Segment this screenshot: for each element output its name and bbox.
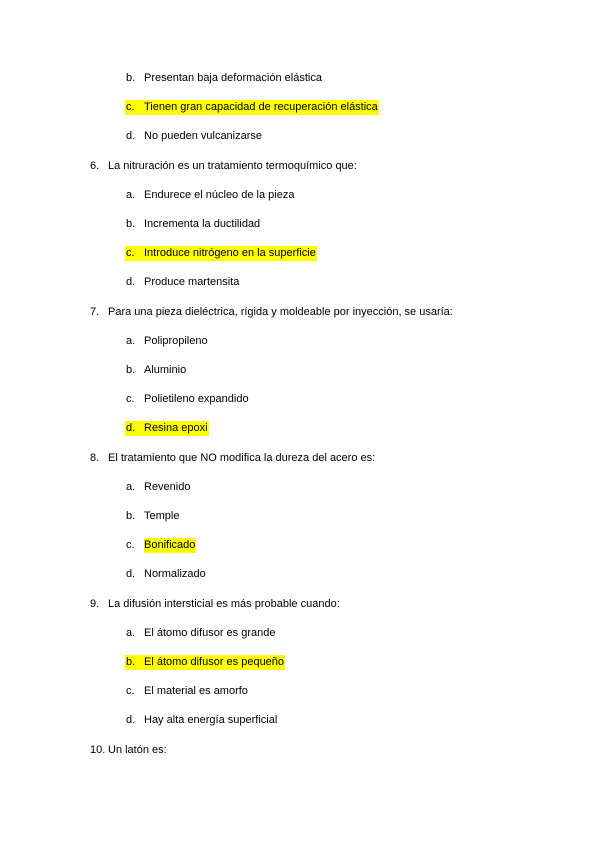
question-text: Para una pieza dieléctrica, rígida y moldeable por inyección, se usaría: — [108, 306, 453, 318]
option-letter: b. — [126, 218, 136, 230]
option-letter: a. — [126, 189, 136, 201]
option-text: Revenido — [144, 481, 191, 493]
option-letter: c. — [126, 539, 135, 551]
question-text: La nitruración es un tratamiento termoquímico que: — [108, 160, 357, 172]
option-letter: c. — [126, 101, 135, 113]
option-letter: b. — [126, 656, 136, 668]
option-text: Aluminio — [144, 364, 187, 376]
question-number: 9. — [90, 598, 100, 610]
question-number: 8. — [90, 452, 100, 464]
option-text: Bonificado — [144, 539, 196, 551]
option-text: Hay alta energía superficial — [144, 714, 278, 726]
option-text: El átomo difusor es grande — [144, 627, 276, 639]
option-text: Tienen gran capacidad de recuperación elástica — [144, 101, 378, 113]
option-text: El material es amorfo — [144, 685, 248, 697]
option-letter: b. — [126, 72, 136, 84]
option-text: Temple — [144, 510, 180, 522]
option-letter: b. — [126, 364, 136, 376]
option-text: Introduce nitrógeno en la superficie — [144, 247, 316, 259]
option-letter: a. — [126, 335, 136, 347]
option-text: Produce martensita — [144, 276, 240, 288]
option-text: El átomo difusor es pequeño — [144, 656, 285, 668]
option-text: Presentan baja deformación elástica — [144, 72, 322, 84]
question-number: 10. — [90, 744, 106, 756]
question-text: El tratamiento que NO modifica la dureza del acero es: — [108, 452, 376, 464]
option-letter: c. — [126, 685, 135, 697]
question-text: Un latón es: — [108, 744, 167, 756]
option-text: Polietileno expandido — [144, 393, 249, 405]
option-text: Resina epoxi — [144, 422, 208, 434]
option-letter: b. — [126, 510, 136, 522]
question-number: 6. — [90, 160, 100, 172]
option-text: No pueden vulcanizarse — [144, 130, 263, 142]
option-text: Incrementa la ductilidad — [144, 218, 261, 230]
option-text: Endurece el núcleo de la pieza — [144, 189, 295, 201]
option-letter: d. — [126, 568, 136, 580]
question-number: 7. — [90, 306, 100, 318]
option-letter: d. — [126, 276, 136, 288]
option-text: Normalizado — [144, 568, 206, 580]
option-letter: c. — [126, 393, 135, 405]
option-letter: c. — [126, 247, 135, 259]
question-text: La difusión intersticial es más probable cuando: — [108, 598, 340, 610]
option-text: Polipropileno — [144, 335, 208, 347]
option-letter: d. — [126, 130, 136, 142]
option-letter: d. — [126, 714, 136, 726]
option-letter: d. — [126, 422, 136, 434]
option-letter: a. — [126, 481, 136, 493]
option-letter: a. — [126, 627, 136, 639]
